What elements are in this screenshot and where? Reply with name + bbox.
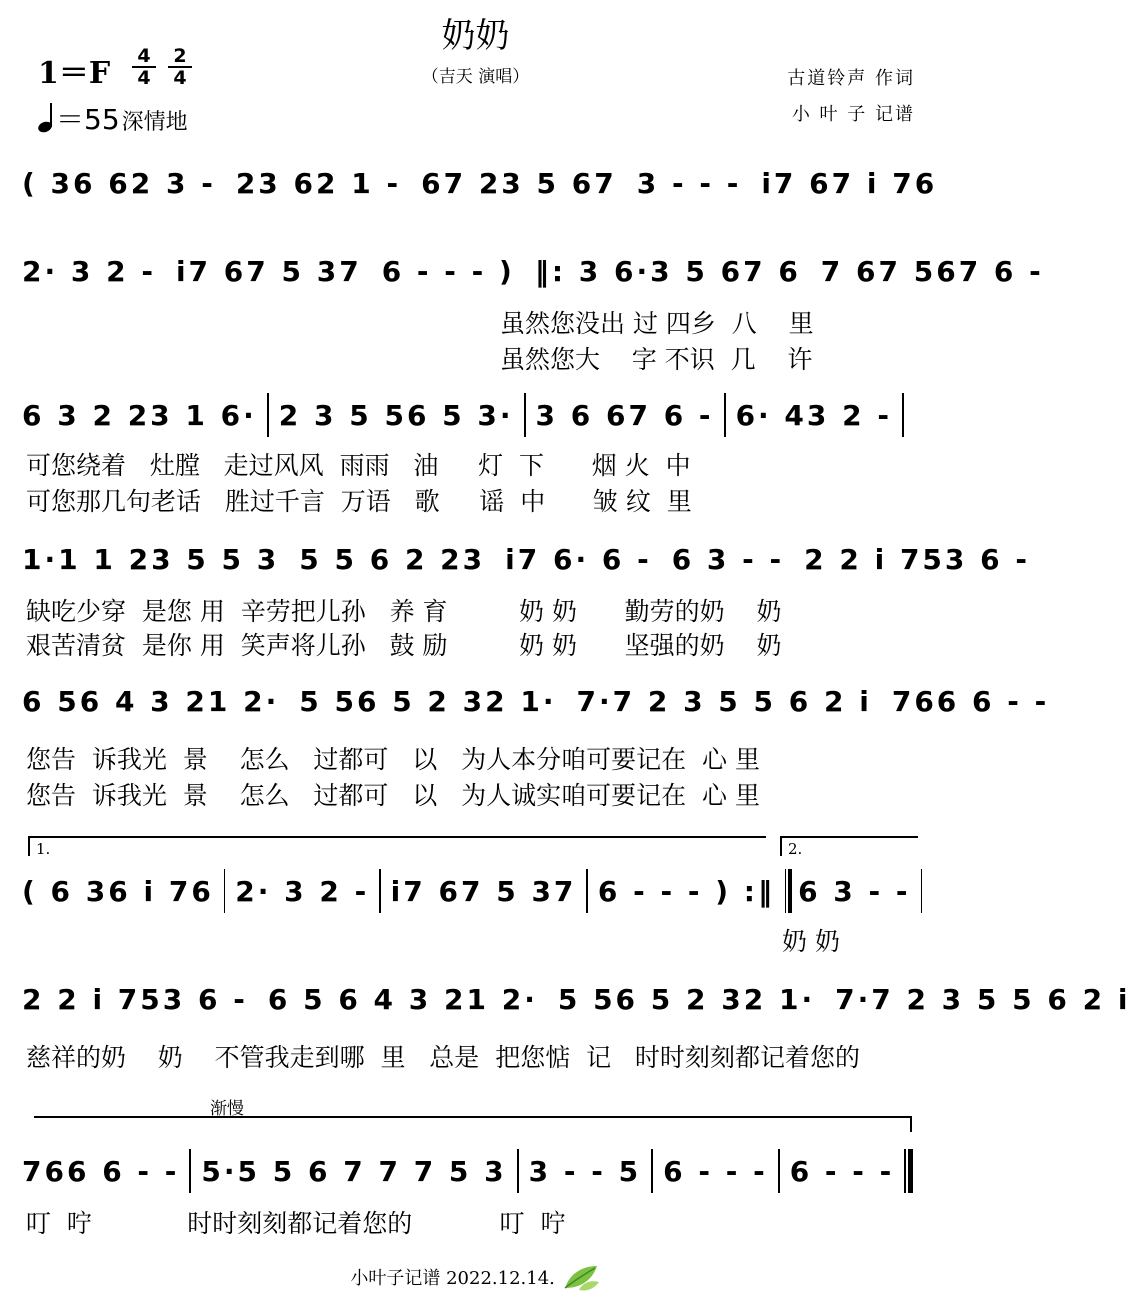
measure: ( 36 62 3 - xyxy=(22,166,216,200)
measure: 3 - - 5 xyxy=(528,1154,642,1188)
measure: 5 56 5 2 32 1· xyxy=(299,684,557,718)
measure: 2 2 i 753 6 - xyxy=(22,982,248,1016)
lyric-line: 艰苦清贫 是你 用 笑声将儿孙 鼓 励 奶 奶 坚强的奶 奶 xyxy=(26,631,782,660)
quarter-note-icon xyxy=(38,103,56,133)
measure: 6 56 4 3 21 2· xyxy=(22,684,280,718)
first-ending-bracket: 1. xyxy=(28,836,766,856)
time-signature-4-4: 4 4 xyxy=(132,46,156,88)
measure: i7 6· 6 - xyxy=(505,542,652,576)
measure: 2· 3 2 - xyxy=(22,254,156,288)
measure: i7 67 5 37 xyxy=(390,874,577,908)
lyric-line: 慈祥的奶 奶 不管我走到哪 里 总是 把您惦 记 时时刻刻都记着您的 xyxy=(26,1043,860,1072)
score-line-1 xyxy=(22,148,938,218)
measure: 23 62 1 - xyxy=(235,166,402,200)
measure: 3 - - - xyxy=(636,166,742,200)
song-title: 奶奶 xyxy=(441,16,510,56)
measure: ‖: 3 6·3 5 67 6 xyxy=(534,254,801,288)
score-line-4 xyxy=(22,524,1030,594)
lyric-line: 可您绕着 灶膛 走过风风 雨雨 油 灯 下 烟 火 中 xyxy=(26,451,691,480)
lyric-line: 您告 诉我光 景 怎么 过都可 以 为人诚实咱可要记在 心 里 xyxy=(26,781,760,810)
score-line-7 xyxy=(22,964,1130,1034)
measure: 5 5 6 2 23 xyxy=(299,542,486,576)
measure: 766 6 - - xyxy=(22,1154,180,1188)
measure: 2· 3 2 - xyxy=(235,874,370,908)
measure: 6 3 - - xyxy=(671,542,785,576)
lyric-line: 您告 诉我光 景 怎么 过都可 以 为人本分咱可要记在 心 里 xyxy=(26,745,760,774)
second-ending-bracket: 2. xyxy=(780,836,918,856)
phrase-bracket xyxy=(34,1116,912,1132)
measure: 5·5 5 6 7 7 7 5 3 xyxy=(201,1154,507,1188)
tempo-marking: ＝55深情地 xyxy=(38,98,188,138)
tempo-change-marking: 渐慢 xyxy=(210,1099,244,1119)
score-line-8 xyxy=(22,1136,932,1206)
measure: 7·7 2 3 5 5 6 2 i xyxy=(576,684,872,718)
measure: 766 6 - - xyxy=(891,684,1050,718)
lyricist-credit: 古道铃声 作词 xyxy=(787,68,915,89)
lyric-line: 虽然您大 字 不识 几 许 xyxy=(500,345,813,374)
measure: i7 67 5 37 xyxy=(175,254,362,288)
measure: ( 6 36 i 76 xyxy=(22,874,214,908)
measure: 6 3 - - xyxy=(798,874,911,908)
measure: 5 56 5 2 32 1· xyxy=(557,982,816,1016)
time-signature-2-4: 2 4 xyxy=(168,46,192,88)
measure: 6 - - - xyxy=(663,1154,768,1188)
measure: 6· 43 2 - xyxy=(735,398,892,432)
measure: 7 67 567 6 - xyxy=(820,254,1044,288)
performer: （吉天 演唱） xyxy=(421,67,530,87)
leaf-icon xyxy=(561,1262,601,1297)
measure: 1·1 1 23 5 5 3 xyxy=(22,542,280,576)
measure: 7·7 2 3 5 5 6 2 i xyxy=(835,982,1130,1016)
measure: 6 - - - ) xyxy=(381,254,515,288)
measure: 2 3 5 56 5 3· xyxy=(278,398,514,432)
measure: 6 3 2 23 1 6· xyxy=(22,398,257,432)
measure: 3 6 67 6 - xyxy=(535,398,714,432)
measure: 67 23 5 67 xyxy=(421,166,617,200)
lyric-line: 叮 咛 时时刻刻都记着您的 叮 咛 xyxy=(26,1209,566,1238)
lyric-line: 缺吃少穿 是您 用 辛劳把儿孙 养 育 奶 奶 勤劳的奶 奶 xyxy=(26,597,782,626)
measure: 6 5 6 4 3 21 2· xyxy=(267,982,538,1016)
lyric-line: 虽然您没出 过 四乡 八 里 xyxy=(500,309,814,338)
score-line-2 xyxy=(22,236,1044,306)
measure: 6 - - - ) :‖ xyxy=(597,874,775,908)
footer xyxy=(0,1262,951,1297)
key-signature: 1＝F xyxy=(38,56,111,91)
measure: 2 2 i 753 6 - xyxy=(804,542,1030,576)
measure: 6 - - - xyxy=(789,1154,895,1188)
measure: i7 67 i 76 xyxy=(761,166,938,200)
lyric-line: 奶 奶 xyxy=(782,927,840,956)
transcriber-credit: 小 叶 子 记谱 xyxy=(791,104,915,125)
score-line-3 xyxy=(22,380,932,450)
footer-text: 小叶子记谱 2022.12.14. xyxy=(350,1268,555,1289)
score-line-5 xyxy=(22,666,1050,736)
lyric-line: 可您那几句老话 胜过千言 万语 歌 谣 中 皱 纹 里 xyxy=(26,487,692,516)
score-line-6 xyxy=(22,856,932,926)
